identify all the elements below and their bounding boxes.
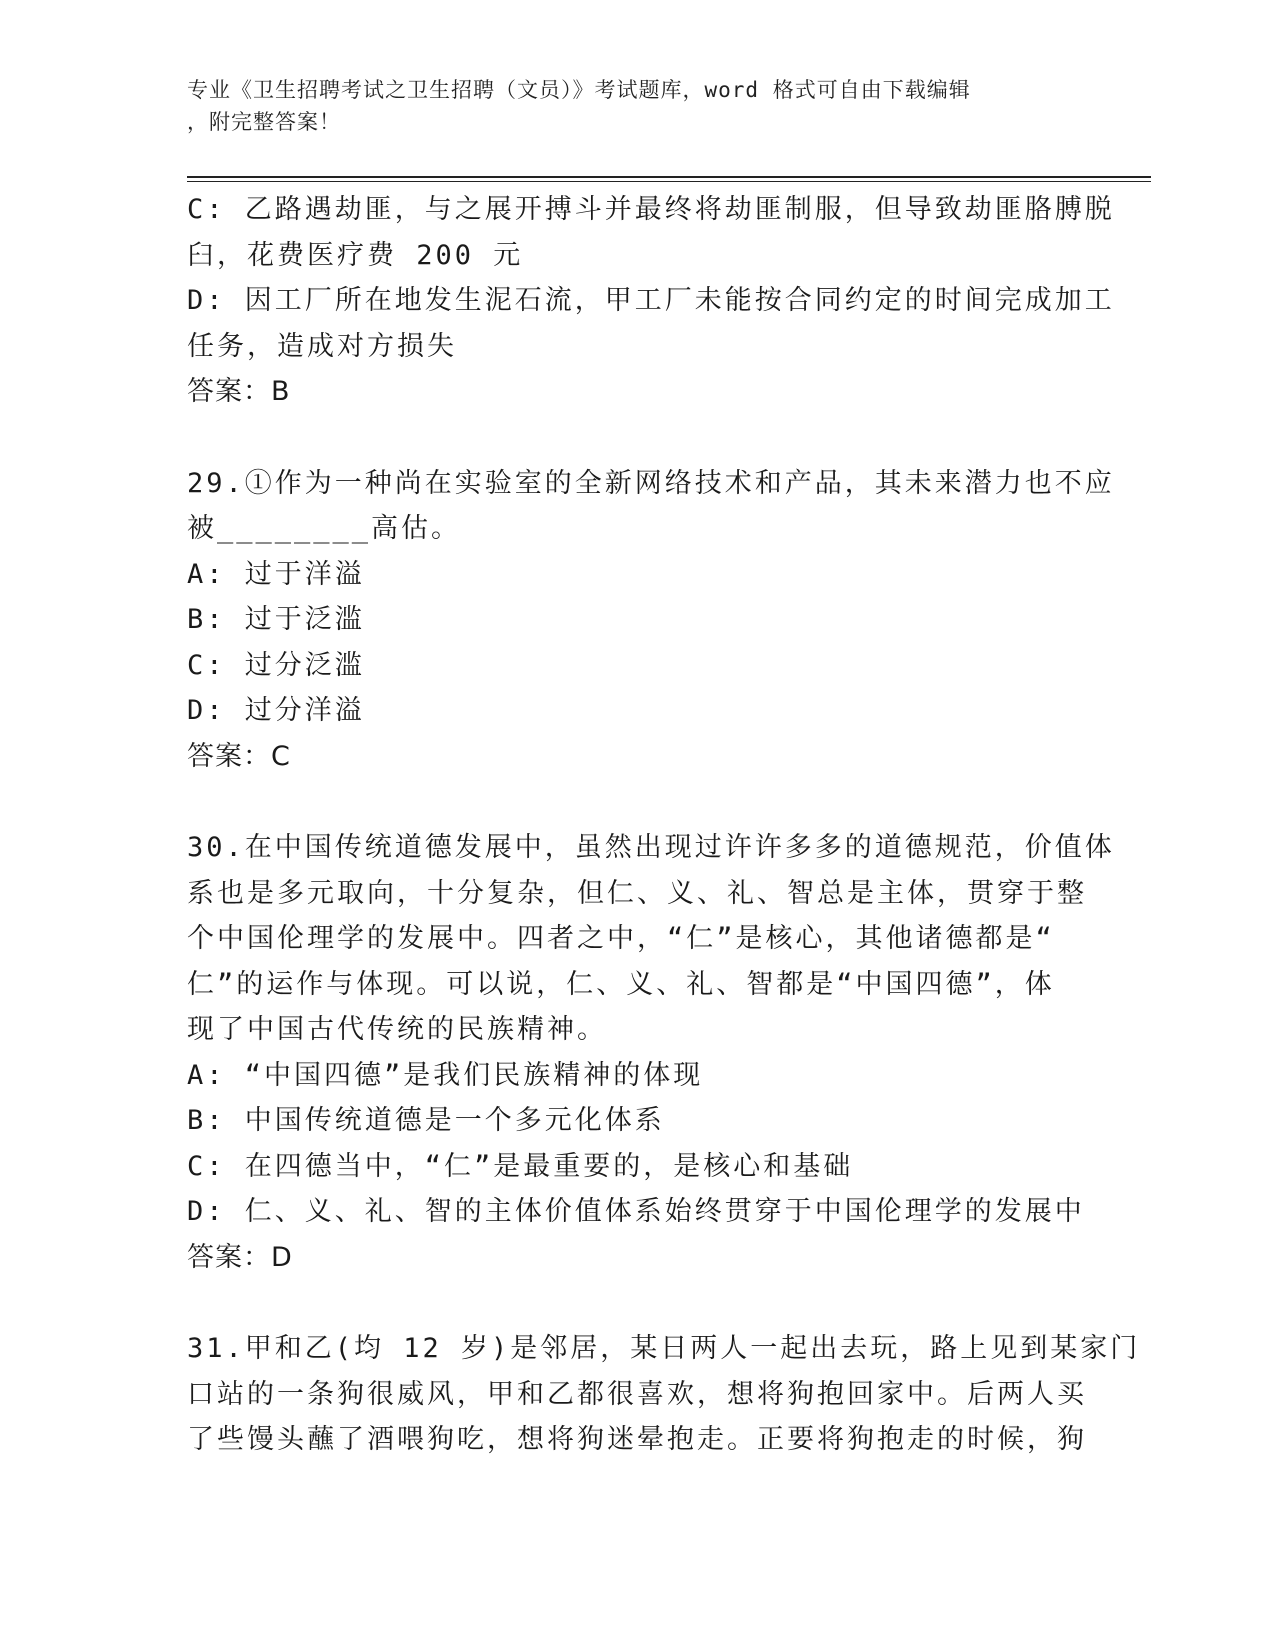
option-a: A: 过于洋溢 bbox=[187, 558, 365, 590]
question-stem-line-5: 现了中国古代传统的民族精神。 bbox=[187, 1014, 607, 1045]
question-spacer bbox=[187, 415, 1067, 461]
header-title-line-2: ，附完整答案！ bbox=[187, 110, 341, 134]
option-b: B: 中国传统道德是一个多元化体系 bbox=[187, 1105, 665, 1136]
question-29 bbox=[187, 461, 1115, 780]
document-header bbox=[187, 74, 1067, 138]
option-c: C: 过分泛滥 bbox=[187, 649, 365, 681]
option-d-line-2: 任务，造成对方损失 bbox=[187, 330, 457, 362]
question-30 bbox=[187, 825, 1115, 1280]
option-c-line-2: 臼，花费医疗费 200 元 bbox=[187, 239, 524, 271]
question-stem-line-2: 被________高估。 bbox=[187, 513, 462, 544]
answer-label: 答案：C bbox=[187, 740, 291, 772]
question-28-continued bbox=[187, 187, 1115, 415]
option-d: D: 过分洋溢 bbox=[187, 695, 365, 726]
question-stem-line-3: 了些馒头蘸了酒喂狗吃，想将狗迷晕抱走。正要将狗抱走的时候，狗 bbox=[187, 1424, 1087, 1455]
question-stem-line-1: 29.①作为一种尚在实验室的全新网络技术和产品，其未来潜力也不应 bbox=[187, 467, 1115, 499]
question-31 bbox=[187, 1326, 1141, 1463]
answer-label: 答案：D bbox=[187, 1241, 293, 1273]
question-stem-line-1: 31.甲和乙(均 12 岁)是邻居，某日两人一起出去玩，路上见到某家门 bbox=[187, 1333, 1141, 1364]
answer-label: 答案：B bbox=[187, 376, 291, 407]
option-d-line-1: D: 因工厂所在地发生泥石流，甲工厂未能按合同约定的时间完成加工 bbox=[187, 285, 1115, 316]
question-stem-line-1: 30.在中国传统道德发展中，虽然出现过许许多多的道德规范，价值体 bbox=[187, 832, 1115, 863]
option-c-line-1: C: 乙路遇劫匪，与之展开搏斗并最终将劫匪制服，但导致劫匪胳膊脱 bbox=[187, 194, 1115, 225]
question-stem-line-3: 个中国伦理学的发展中。四者之中，“仁”是核心，其他诸德都是“ bbox=[187, 923, 1055, 954]
header-title-line-1: 专业《卫生招聘考试之卫生招聘（文员）》考试题库，word 格式可自由下载编辑 bbox=[187, 78, 971, 102]
option-c: C: 在四德当中，“仁”是最重要的，是核心和基础 bbox=[187, 1150, 854, 1182]
question-spacer bbox=[187, 1280, 1067, 1326]
document-body bbox=[187, 187, 1141, 1463]
option-b: B: 过于泛滥 bbox=[187, 604, 365, 635]
option-d: D: 仁、义、礼、智的主体价值体系始终贯穿于中国伦理学的发展中 bbox=[187, 1196, 1085, 1227]
option-a: A: “中国四德”是我们民族精神的体现 bbox=[187, 1059, 704, 1091]
header-rule-thin bbox=[187, 181, 1151, 182]
header-rule-thick bbox=[187, 176, 1151, 178]
question-stem-line-2: 系也是多元取向，十分复杂，但仁、义、礼、智总是主体，贯穿于整 bbox=[187, 877, 1087, 909]
question-stem-line-4: 仁”的运作与体现。可以说，仁、义、礼、智都是“中国四德”，体 bbox=[187, 968, 1055, 1000]
question-spacer bbox=[187, 779, 1067, 825]
question-stem-line-2: 口站的一条狗很威风，甲和乙都很喜欢，想将狗抱回家中。后两人买 bbox=[187, 1378, 1087, 1410]
